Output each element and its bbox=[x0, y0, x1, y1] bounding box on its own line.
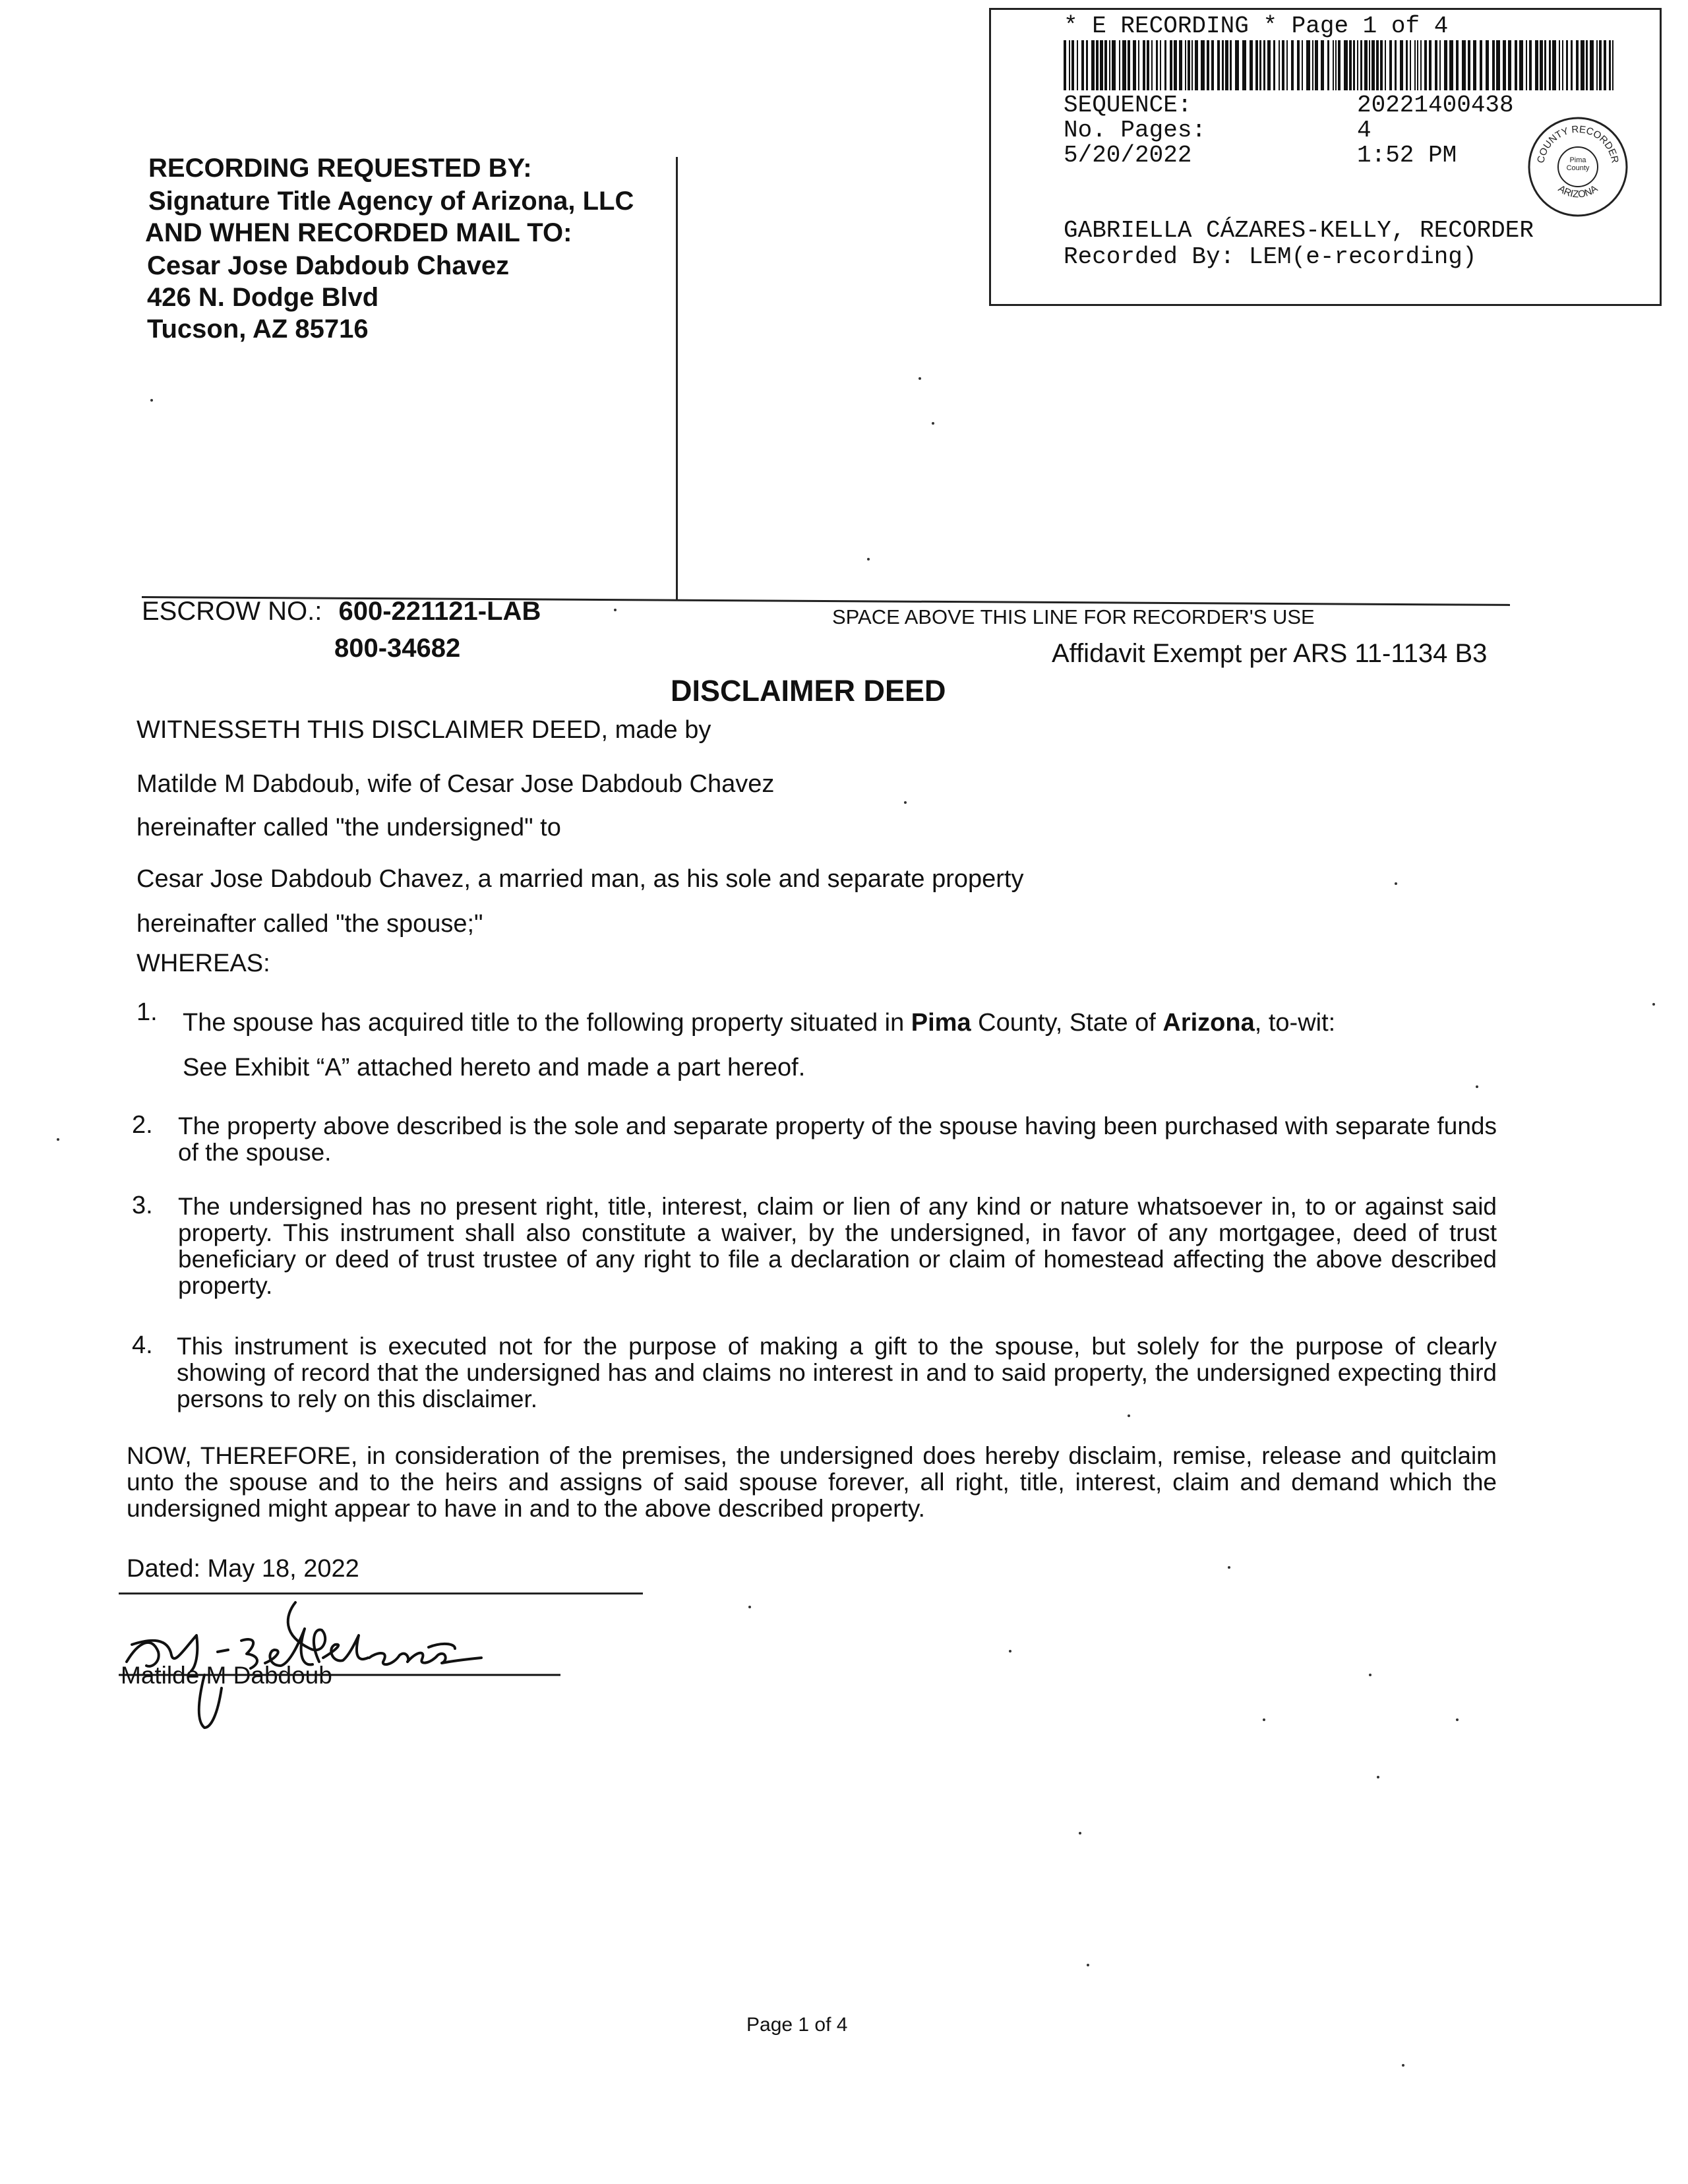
item-1-text: The spouse has acquired title to the following property situated in Pima County, State of Arizona, to-wit: bbox=[183, 1009, 1336, 1037]
seal-bottom-text: ARIZONA bbox=[1555, 183, 1600, 200]
item-4-text: This instrument is executed not for the purpose of making a gift to the spouse, but solely for the purpose of clearly showing of record that the undersigned has and claims no interest in and to said property, the undersigned expecting third persons to rely on this disclaimer. bbox=[177, 1333, 1497, 1412]
whereas-label: WHEREAS: bbox=[136, 950, 270, 977]
intro-line-3: hereinafter called "the undersigned" to bbox=[136, 814, 561, 841]
record-time: 1:52 PM bbox=[1357, 142, 1457, 169]
now-therefore-paragraph: NOW, THEREFORE, in consideration of the premises, the undersigned does hereby disclaim, remise, release and quitclaim unto the spouse and to the heirs and assigns of said spouse forever, all right, title, interest, claim and demand which the undersigned might appear to have in and to the above described property. bbox=[127, 1442, 1497, 1522]
space-above-label: SPACE ABOVE THIS LINE FOR RECORDER'S USE bbox=[832, 605, 1315, 628]
sequence-label: SEQUENCE: bbox=[1064, 92, 1192, 119]
sequence-value: 20221400438 bbox=[1357, 92, 1514, 119]
item-4-number: 4. bbox=[132, 1331, 153, 1359]
seal-top-text: COUNTY RECORDER bbox=[1535, 123, 1621, 164]
agency-name: Signature Title Agency of Arizona, LLC bbox=[148, 187, 634, 216]
page-footer: Page 1 of 4 bbox=[746, 2014, 848, 2036]
mail-to-street: 426 N. Dodge Blvd bbox=[147, 283, 379, 312]
pages-value: 4 bbox=[1357, 117, 1372, 144]
item-1-exhibit: See Exhibit “A” attached hereto and made a part hereof. bbox=[183, 1054, 806, 1081]
intro-line-1: WITNESSETH THIS DISCLAIMER DEED, made by bbox=[136, 716, 711, 744]
recorder-header: * E RECORDING * Page 1 of 4 bbox=[1064, 13, 1449, 40]
intro-line-4: Cesar Jose Dabdoub Chavez, a married man, as his sole and separate property bbox=[136, 865, 1024, 893]
signature-name: Matilde M Dabdoub bbox=[121, 1662, 332, 1689]
item-1-number: 1. bbox=[136, 998, 158, 1026]
recorder-name: GABRIELLA CÁZARES-KELLY, RECORDER bbox=[1064, 217, 1534, 244]
state-name: Arizona bbox=[1162, 1009, 1255, 1037]
document-title: DISCLAIMER DEED bbox=[671, 674, 946, 708]
escrow-number: 600-221121-LAB bbox=[338, 597, 541, 626]
item-2-number: 2. bbox=[132, 1111, 153, 1139]
affidavit-exempt: Affidavit Exempt per ARS 11-1134 B3 bbox=[1052, 639, 1488, 668]
recorded-by: Recorded By: LEM(e-recording) bbox=[1064, 243, 1477, 270]
intro-line-2: Matilde M Dabdoub, wife of Cesar Jose Dabdoub Chavez bbox=[136, 770, 775, 798]
item-3-text: The undersigned has no present right, title, interest, claim or lien of any kind or nature whatsoever in, to or against said property. This instrument shall also constitute a waiver, by the undersigned, in favor of any mortgagee, deed of trust beneficiary or deed of trust trustee of any right to file a declaration or claim of homestead affecting the above described property. bbox=[178, 1193, 1497, 1299]
county-name: Pima bbox=[911, 1009, 971, 1037]
mail-to-name: Cesar Jose Dabdoub Chavez bbox=[147, 251, 510, 280]
dated-line: Dated: May 18, 2022 bbox=[127, 1555, 359, 1583]
escrow-number-2: 800-34682 bbox=[334, 634, 461, 663]
item-3-number: 3. bbox=[132, 1192, 153, 1219]
record-date: 5/20/2022 bbox=[1064, 142, 1192, 169]
recording-requested-label: RECORDING REQUESTED BY: bbox=[148, 154, 532, 183]
mail-to-city: Tucson, AZ 85716 bbox=[147, 315, 369, 344]
item-2-text: The property above described is the sole and separate property of the spouse having been purchased with separate funds of the spouse. bbox=[178, 1112, 1497, 1166]
mail-to-label: AND WHEN RECORDED MAIL TO: bbox=[145, 218, 572, 247]
seal-center-text: Pima County bbox=[1566, 156, 1590, 172]
pages-label: No. Pages: bbox=[1064, 117, 1207, 144]
intro-line-5: hereinafter called "the spouse;" bbox=[136, 910, 483, 938]
escrow-label-text: ESCROW NO.: bbox=[142, 597, 322, 626]
